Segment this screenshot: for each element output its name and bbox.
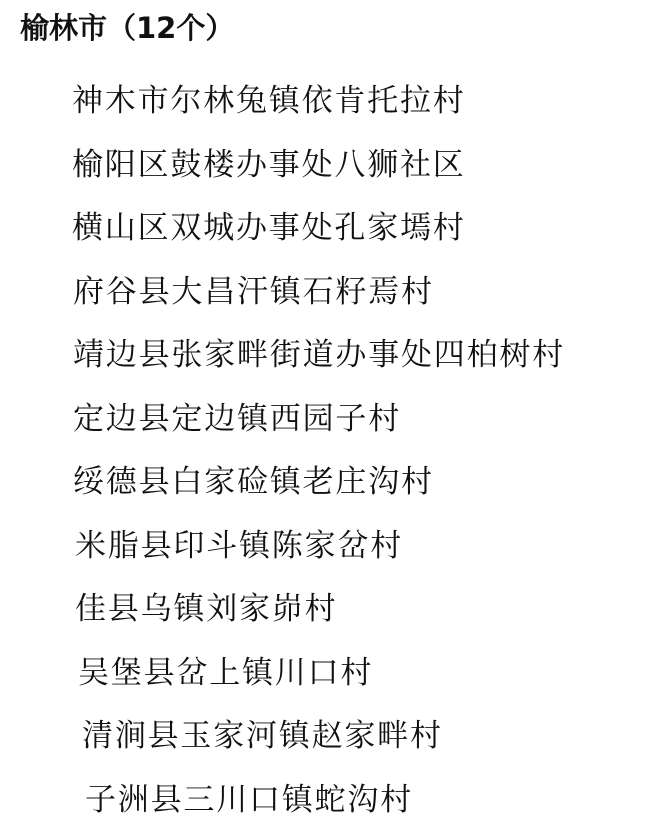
list-item: 榆阳区鼓楼办事处八狮社区 bbox=[72, 138, 565, 202]
list-item: 定边县定边镇西园子村 bbox=[72, 392, 565, 456]
section-heading: 榆林市（12个） bbox=[20, 8, 234, 48]
list-item: 清涧县玉家河镇赵家畔村 bbox=[72, 709, 565, 773]
list-item: 子洲县三川口镇蛇沟村 bbox=[72, 773, 565, 836]
list-item: 神木市尔林兔镇依肯托拉村 bbox=[72, 74, 565, 138]
village-list bbox=[72, 74, 565, 836]
list-item: 吴堡县岔上镇川口村 bbox=[72, 646, 565, 710]
list-item: 府谷县大昌汗镇石籽焉村 bbox=[72, 265, 565, 329]
list-item: 横山区双城办事处孔家墕村 bbox=[72, 201, 565, 265]
list-item: 米脂县印斗镇陈家岔村 bbox=[72, 519, 565, 583]
list-item: 佳县乌镇刘家峁村 bbox=[72, 582, 565, 646]
list-item: 靖边县张家畔街道办事处四柏树村 bbox=[72, 328, 565, 392]
list-item: 绥德县白家硷镇老庄沟村 bbox=[72, 455, 565, 519]
